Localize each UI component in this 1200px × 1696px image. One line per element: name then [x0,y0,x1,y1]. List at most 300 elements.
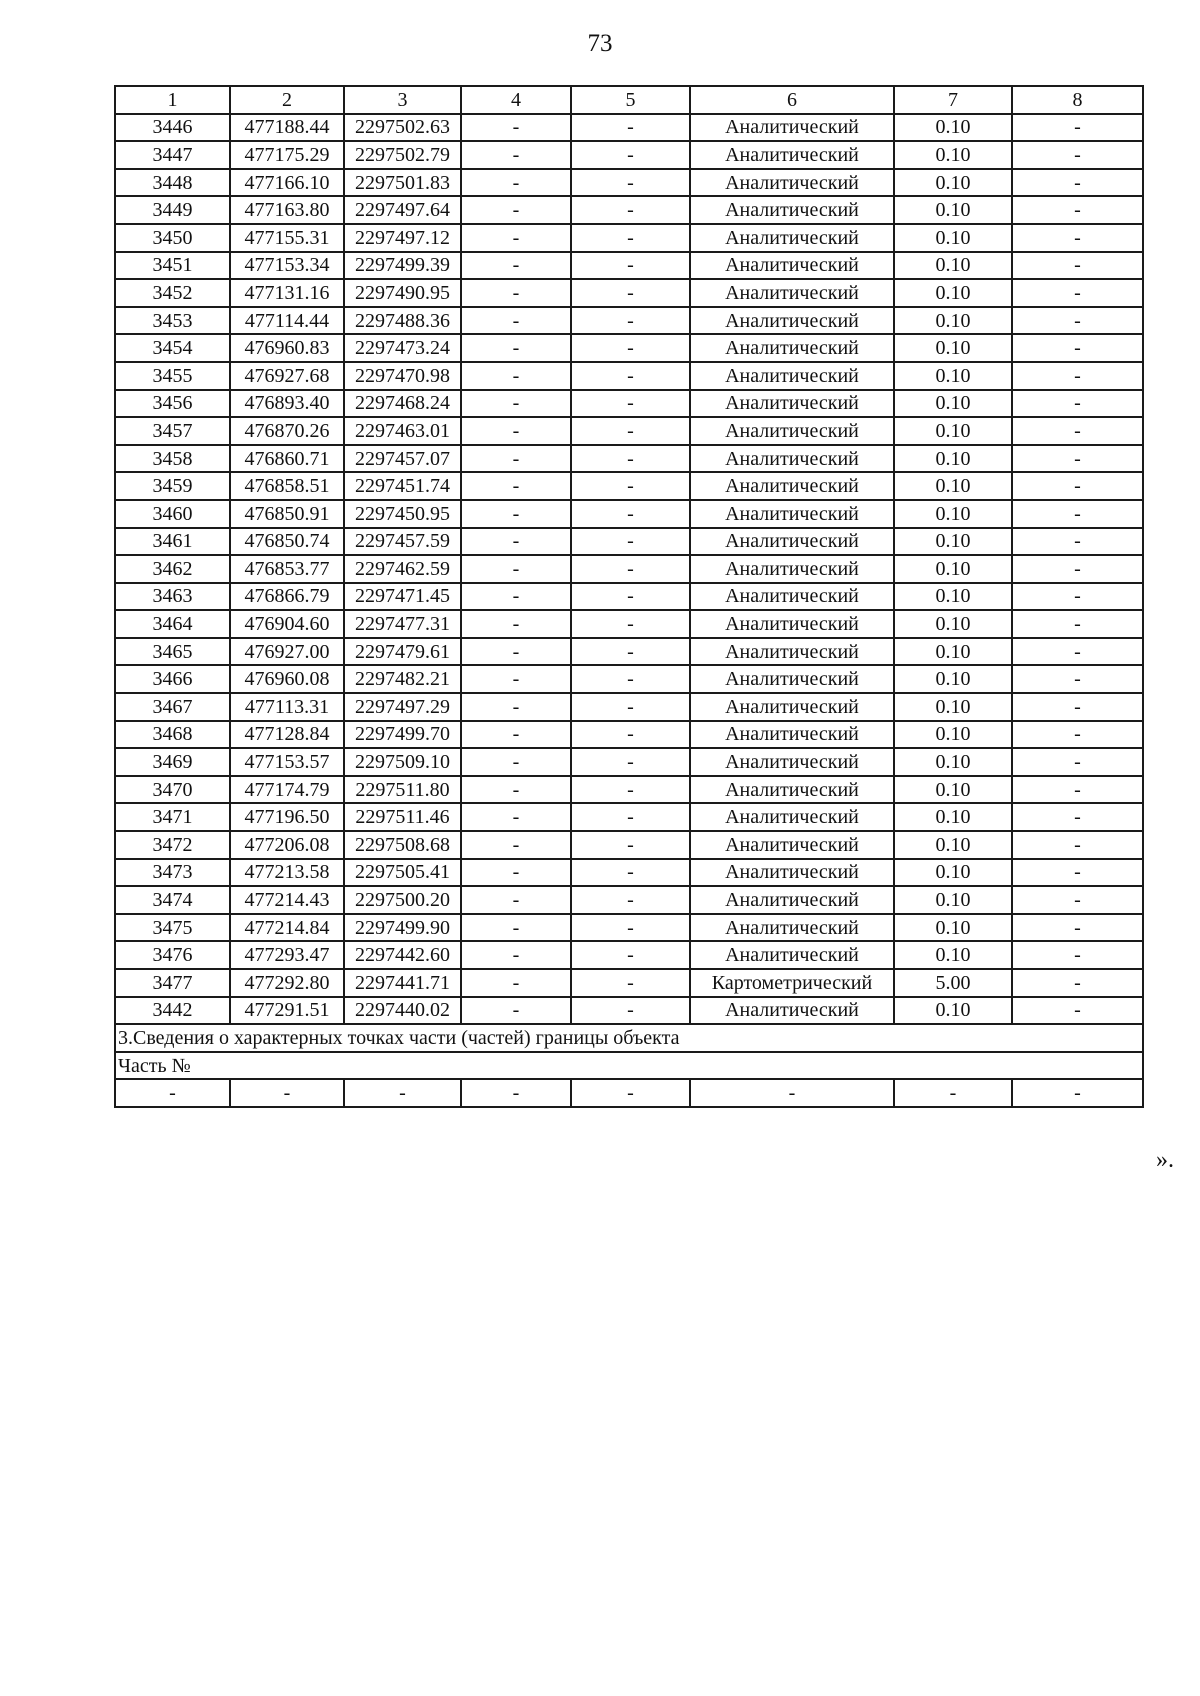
table-cell: - [461,997,571,1025]
table-cell: 2297497.64 [344,196,461,224]
table-cell: 3460 [115,500,230,528]
table-cell: 0.10 [894,831,1012,859]
table-cell: 476927.00 [230,638,344,666]
table-cell: 0.10 [894,196,1012,224]
table-cell: 2297488.36 [344,307,461,335]
table-cell: 476853.77 [230,555,344,583]
table-cell: - [461,914,571,942]
table-cell: - [1012,500,1143,528]
table-cell: 0.10 [894,997,1012,1025]
table-cell: 0.10 [894,638,1012,666]
table-cell: - [461,169,571,197]
table-cell: - [461,776,571,804]
table-cell: 2297441.71 [344,969,461,997]
table-cell: Аналитический [690,528,894,556]
table-cell: 3454 [115,334,230,362]
table-cell: - [571,610,690,638]
table-cell: 0.10 [894,390,1012,418]
table-cell: - [461,279,571,307]
table-cell: - [571,914,690,942]
table-cell: 0.10 [894,334,1012,362]
table-cell: - [461,859,571,887]
table-cell: 476860.71 [230,445,344,473]
table-cell: 3462 [115,555,230,583]
table-row [115,665,1143,693]
table-cell: Аналитический [690,610,894,638]
table-cell: 3451 [115,252,230,280]
table-cell: - [461,941,571,969]
table-cell: - [571,114,690,142]
table-cell: 2297502.63 [344,114,461,142]
table-cell: 0.10 [894,610,1012,638]
table-cell: 2297499.70 [344,721,461,749]
table-cell: - [461,307,571,335]
table-row [115,114,1143,142]
table-cell: - [461,693,571,721]
table-cell: - [344,1079,461,1107]
table-row [115,390,1143,418]
table-cell: - [461,583,571,611]
table-cell: 2297511.80 [344,776,461,804]
table-cell: - [571,748,690,776]
table-cell: 0.10 [894,555,1012,583]
table-cell: Аналитический [690,445,894,473]
table-cell: - [461,748,571,776]
table-cell: - [571,224,690,252]
table-row [115,279,1143,307]
table-cell: 3471 [115,803,230,831]
table-row [115,610,1143,638]
table-cell: 0.10 [894,859,1012,887]
table-cell: - [1012,693,1143,721]
table-cell: 477128.84 [230,721,344,749]
table-cell: 0.10 [894,279,1012,307]
table-cell: - [1012,1079,1143,1107]
table-row [115,803,1143,831]
table-cell: 477292.80 [230,969,344,997]
table-cell: Аналитический [690,390,894,418]
table-cell: - [571,252,690,280]
table-cell: 2297457.59 [344,528,461,556]
table-cell: 2297505.41 [344,859,461,887]
table-cell: 3447 [115,141,230,169]
table-cell: 477113.31 [230,693,344,721]
table-cell: Аналитический [690,583,894,611]
table-cell: - [571,362,690,390]
table-cell: 3455 [115,362,230,390]
table-cell: 0.10 [894,224,1012,252]
table-cell: - [461,500,571,528]
table-cell: - [1012,307,1143,335]
table-cell: 0.10 [894,252,1012,280]
table-cell: Аналитический [690,555,894,583]
table-row [115,886,1143,914]
column-header: 7 [894,86,1012,114]
table-cell: Аналитический [690,831,894,859]
table-cell: - [571,334,690,362]
table-cell: 0.10 [894,665,1012,693]
table-cell: Аналитический [690,638,894,666]
table-cell: 3469 [115,748,230,776]
table-cell: - [571,307,690,335]
table-cell: 0.10 [894,941,1012,969]
table-cell: Аналитический [690,721,894,749]
table-cell: - [571,279,690,307]
table-cell: 2297509.10 [344,748,461,776]
table-row [115,307,1143,335]
table-cell: - [1012,610,1143,638]
part-label: Часть № [115,1052,1143,1080]
table-cell: 3453 [115,307,230,335]
section-title: 3.Сведения о характерных точках части (частей) границы объекта [115,1024,1143,1052]
table-row [115,528,1143,556]
table-cell: 2297440.02 [344,997,461,1025]
table-cell: - [461,362,571,390]
table-cell: 3448 [115,169,230,197]
table-row [115,941,1143,969]
table-cell: Аналитический [690,803,894,831]
table-cell: 2297470.98 [344,362,461,390]
table-cell: 2297501.83 [344,169,461,197]
table-cell: 2297463.01 [344,417,461,445]
table-cell: - [571,583,690,611]
table-cell: - [461,417,571,445]
table-cell: 5.00 [894,969,1012,997]
table-cell: 3458 [115,445,230,473]
table-cell: - [1012,528,1143,556]
table-cell: - [1012,279,1143,307]
table-row [115,583,1143,611]
table-cell: 0.10 [894,445,1012,473]
table-cell: Аналитический [690,997,894,1025]
table-cell: - [1012,114,1143,142]
table-cell: 0.10 [894,721,1012,749]
table-cell: 476866.79 [230,583,344,611]
table-cell: - [571,528,690,556]
column-header: 2 [230,86,344,114]
table-cell: 477293.47 [230,941,344,969]
table-cell: - [461,224,571,252]
table-row [115,224,1143,252]
table-cell: 2297442.60 [344,941,461,969]
table-cell: 476870.26 [230,417,344,445]
table-cell: 0.10 [894,472,1012,500]
table-cell: Аналитический [690,472,894,500]
table-cell: 477163.80 [230,196,344,224]
table-cell: Аналитический [690,252,894,280]
table-cell: 0.10 [894,776,1012,804]
table-cell: 3459 [115,472,230,500]
table-cell: Аналитический [690,665,894,693]
table-cell: 3475 [115,914,230,942]
table-cell: 476927.68 [230,362,344,390]
table-cell: 477175.29 [230,141,344,169]
table-cell: 2297499.90 [344,914,461,942]
table-cell: 2297477.31 [344,610,461,638]
empty-part-row [115,1079,1143,1107]
table-cell: 2297451.74 [344,472,461,500]
table-cell: - [1012,886,1143,914]
closing-quote: ». [1156,1147,1174,1173]
table-cell: 477214.84 [230,914,344,942]
table-cell: - [571,638,690,666]
table-cell: - [1012,390,1143,418]
table-cell: - [461,665,571,693]
table-cell: 2297502.79 [344,141,461,169]
table-cell: - [1012,445,1143,473]
table-cell: 3476 [115,941,230,969]
table-row [115,638,1143,666]
table-cell: - [571,555,690,583]
table-cell: - [1012,941,1143,969]
table-cell: 2297462.59 [344,555,461,583]
table-cell: - [461,196,571,224]
table-row [115,776,1143,804]
table-cell: - [1012,748,1143,776]
table-row [115,859,1143,887]
table-cell: 2297508.68 [344,831,461,859]
table-cell: - [1012,997,1143,1025]
table-cell: - [1012,969,1143,997]
table-row [115,417,1143,445]
table-cell: - [1012,638,1143,666]
table-cell: - [230,1079,344,1107]
table-cell: 3477 [115,969,230,997]
column-header: 4 [461,86,571,114]
table-cell: - [461,334,571,362]
table-cell: 477196.50 [230,803,344,831]
table-cell: 0.10 [894,693,1012,721]
table-cell: - [1012,914,1143,942]
table-cell: Аналитический [690,417,894,445]
table-cell: 2297457.07 [344,445,461,473]
table-cell: 0.10 [894,803,1012,831]
table-row [115,721,1143,749]
table-cell: - [1012,334,1143,362]
table-row [115,997,1143,1025]
table-row [115,831,1143,859]
table-cell: - [461,1079,571,1107]
table-cell: 0.10 [894,500,1012,528]
table-cell: 477153.34 [230,252,344,280]
table-cell: 2297490.95 [344,279,461,307]
table-cell: 477213.58 [230,859,344,887]
table-cell: 477131.16 [230,279,344,307]
table-cell: - [115,1079,230,1107]
table-cell: 3452 [115,279,230,307]
table-cell: - [461,390,571,418]
table-cell: 477114.44 [230,307,344,335]
table-row [115,555,1143,583]
table-cell: 3473 [115,859,230,887]
table-cell: 476960.08 [230,665,344,693]
table-cell: 476858.51 [230,472,344,500]
table-cell: - [1012,555,1143,583]
table-row [115,500,1143,528]
table-cell: - [461,610,571,638]
table-row [115,196,1143,224]
column-header: 3 [344,86,461,114]
table-row [115,334,1143,362]
table-cell: 2297479.61 [344,638,461,666]
table-cell: - [461,886,571,914]
table-cell: 3457 [115,417,230,445]
table-cell: - [571,997,690,1025]
table-cell: - [571,831,690,859]
table-cell: 0.10 [894,141,1012,169]
table-cell: - [461,721,571,749]
table-cell: 476893.40 [230,390,344,418]
table-cell: - [461,969,571,997]
column-header: 8 [1012,86,1143,114]
table-cell: - [461,555,571,583]
table-cell: Аналитический [690,886,894,914]
table-cell: 0.10 [894,748,1012,776]
table-row [115,472,1143,500]
table-cell: - [1012,665,1143,693]
table-cell: - [571,500,690,528]
table-cell: 477291.51 [230,997,344,1025]
table-cell: - [571,886,690,914]
table-cell: 2297482.21 [344,665,461,693]
table-cell: - [894,1079,1012,1107]
column-header: 6 [690,86,894,114]
table-cell: - [571,445,690,473]
table-cell: 0.10 [894,307,1012,335]
table-cell: - [1012,196,1143,224]
table-cell: 3474 [115,886,230,914]
table-cell: - [461,638,571,666]
table-cell: - [1012,169,1143,197]
table-row [115,693,1143,721]
table-cell: - [571,1079,690,1107]
table-cell: Аналитический [690,859,894,887]
table-cell: - [571,196,690,224]
table-cell: Аналитический [690,169,894,197]
table-row [115,914,1143,942]
table-cell: 3461 [115,528,230,556]
table-cell: 477166.10 [230,169,344,197]
table-cell: - [461,141,571,169]
table-cell: 2297499.39 [344,252,461,280]
table-cell: - [461,803,571,831]
table-cell: - [1012,472,1143,500]
table-row [115,169,1143,197]
table-cell: - [571,859,690,887]
header-row [115,86,1143,114]
table-cell: 3464 [115,610,230,638]
table-cell: - [1012,776,1143,804]
table-cell: - [571,417,690,445]
table-cell: - [1012,224,1143,252]
table-cell: 0.10 [894,914,1012,942]
table-cell: - [1012,417,1143,445]
table-cell: Аналитический [690,224,894,252]
table-cell: 0.10 [894,417,1012,445]
table-cell: 3456 [115,390,230,418]
table-cell: 476960.83 [230,334,344,362]
table-cell: Аналитический [690,362,894,390]
part-row [115,1052,1143,1080]
table-cell: 3450 [115,224,230,252]
table-cell: 3442 [115,997,230,1025]
column-header: 5 [571,86,690,114]
table-cell: 477155.31 [230,224,344,252]
table-body [115,86,1143,1107]
table-cell: - [461,528,571,556]
table-cell: 476904.60 [230,610,344,638]
table-cell: Аналитический [690,914,894,942]
table-cell: Аналитический [690,307,894,335]
table-row [115,362,1143,390]
table-row [115,141,1143,169]
table-cell: - [571,141,690,169]
table-cell: 477153.57 [230,748,344,776]
table-cell: - [461,831,571,859]
table-cell: 0.10 [894,886,1012,914]
table-cell: Аналитический [690,941,894,969]
table-cell: Картометрический [690,969,894,997]
table-cell: Аналитический [690,748,894,776]
table-cell: - [1012,583,1143,611]
table-cell: 3465 [115,638,230,666]
table-cell: Аналитический [690,776,894,804]
coordinates-table [114,85,1144,1108]
table-cell: 0.10 [894,528,1012,556]
table-cell: - [1012,721,1143,749]
table-cell: 3467 [115,693,230,721]
table-cell: - [690,1079,894,1107]
table-row [115,748,1143,776]
table-cell: 0.10 [894,114,1012,142]
table-cell: 476850.91 [230,500,344,528]
table-cell: - [571,693,690,721]
table-row [115,969,1143,997]
section-title-row [115,1024,1143,1052]
page-number: 73 [587,30,613,57]
table-cell: 2297500.20 [344,886,461,914]
table-cell: 3463 [115,583,230,611]
table-cell: - [571,169,690,197]
table-cell: Аналитический [690,196,894,224]
table-cell: 3470 [115,776,230,804]
table-cell: 0.10 [894,169,1012,197]
table-cell: - [1012,831,1143,859]
table-cell: 476850.74 [230,528,344,556]
table-cell: 3468 [115,721,230,749]
table-cell: Аналитический [690,114,894,142]
table-cell: - [571,969,690,997]
table-cell: - [461,114,571,142]
table-cell: Аналитический [690,334,894,362]
table-cell: - [571,665,690,693]
table-cell: - [1012,141,1143,169]
table-cell: 0.10 [894,583,1012,611]
table-cell: - [571,721,690,749]
table-cell: - [461,252,571,280]
table-cell: - [1012,803,1143,831]
table-cell: - [461,472,571,500]
table-cell: 2297497.29 [344,693,461,721]
table-row [115,445,1143,473]
table-cell: 2297511.46 [344,803,461,831]
table-cell: 2297468.24 [344,390,461,418]
table-cell: - [571,941,690,969]
table-cell: - [571,390,690,418]
table-cell: 477174.79 [230,776,344,804]
table-cell: 477206.08 [230,831,344,859]
table-cell: Аналитический [690,500,894,528]
